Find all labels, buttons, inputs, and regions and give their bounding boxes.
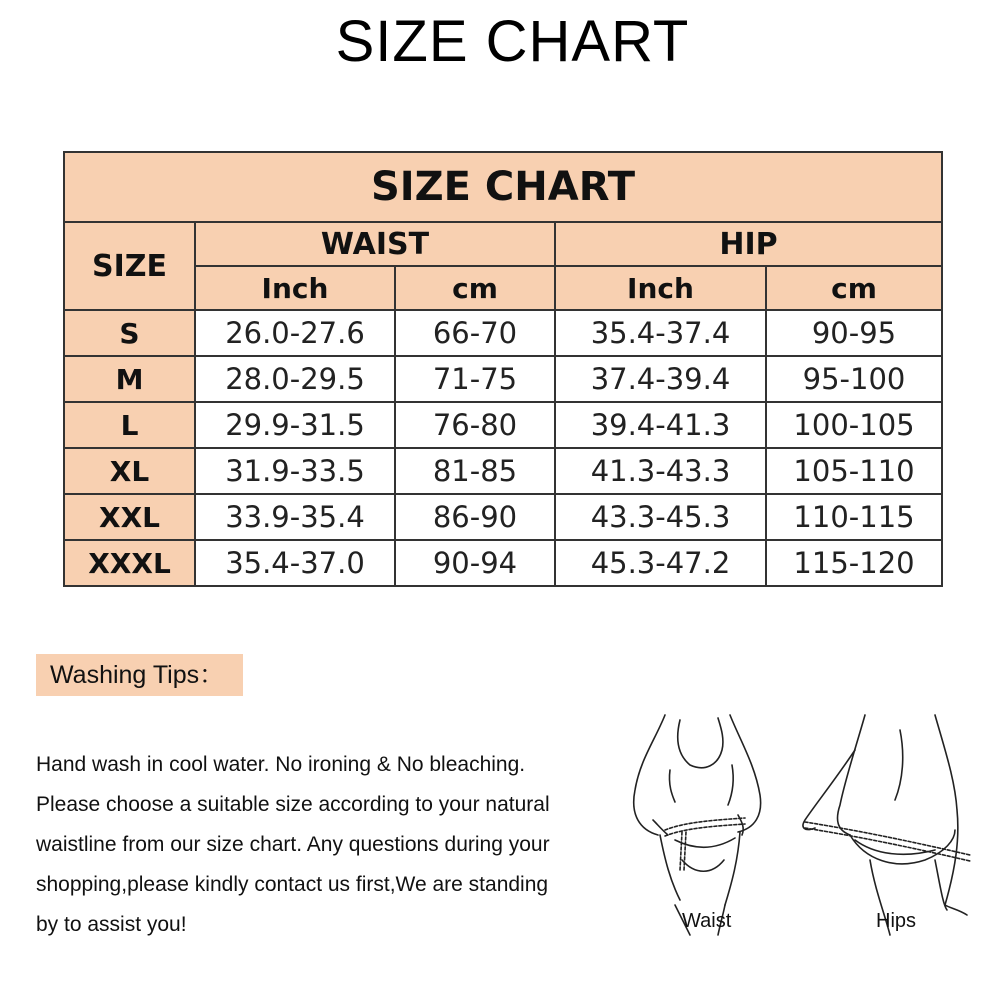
- washing-line: Please choose a suitable size according to your natural: [36, 793, 550, 816]
- size-cell: XXXL: [64, 540, 195, 586]
- waist-inch-cell: 26.0-27.6: [195, 310, 395, 356]
- waist-cm-cell: 81-85: [395, 448, 555, 494]
- washing-line: Hand wash in cool water. No ironing & No bleaching.: [36, 753, 526, 776]
- hip-inch-cell: 37.4-39.4: [555, 356, 766, 402]
- hip-inch-cell: 35.4-37.4: [555, 310, 766, 356]
- waist-figure-icon: [634, 715, 761, 935]
- waist-inch-cell: 33.9-35.4: [195, 494, 395, 540]
- waist-cm-cell: 66-70: [395, 310, 555, 356]
- hip-cm-cell: 115-120: [766, 540, 942, 586]
- hip-cm-cell: 105-110: [766, 448, 942, 494]
- hip-inch-header: Inch: [555, 266, 766, 310]
- size-cell: XL: [64, 448, 195, 494]
- waist-inch-cell: 28.0-29.5: [195, 356, 395, 402]
- washing-line: shopping,please kindly contact us first,We are standing: [36, 873, 549, 896]
- hip-inch-cell: 45.3-47.2: [555, 540, 766, 586]
- waist-inch-header: Inch: [195, 266, 395, 310]
- waist-cm-cell: 90-94: [395, 540, 555, 586]
- waist-cm-cell: 76-80: [395, 402, 555, 448]
- size-cell: XXL: [64, 494, 195, 540]
- waist-inch-cell: 31.9-33.5: [195, 448, 395, 494]
- hips-figure-icon: [803, 715, 970, 935]
- washing-tips-label: Washing Tips：: [36, 654, 243, 696]
- size-cell: M: [64, 356, 195, 402]
- hip-inch-cell: 41.3-43.3: [555, 448, 766, 494]
- hip-cm-cell: 110-115: [766, 494, 942, 540]
- size-cell: S: [64, 310, 195, 356]
- hip-cm-cell: 100-105: [766, 402, 942, 448]
- body-measure-drawing: [620, 710, 990, 940]
- washing-tips-text: [36, 745, 616, 945]
- washing-line: by to assist you!: [36, 913, 187, 936]
- waist-cm-header: cm: [395, 266, 555, 310]
- table-row: [64, 448, 942, 494]
- table-row: [64, 402, 942, 448]
- hip-cm-header: cm: [766, 266, 942, 310]
- hip-cm-cell: 95-100: [766, 356, 942, 402]
- table-row: [64, 310, 942, 356]
- table-title: SIZE CHART: [64, 152, 942, 222]
- table-row: [64, 540, 942, 586]
- hip-inch-cell: 39.4-41.3: [555, 402, 766, 448]
- measurement-illustration: [620, 710, 990, 940]
- page-title: SIZE CHART: [335, 9, 690, 74]
- waist-caption: Waist: [682, 910, 732, 932]
- washing-line: waistline from our size chart. Any questions during your: [36, 833, 550, 856]
- waist-header: WAIST: [195, 222, 555, 266]
- table-row: [64, 494, 942, 540]
- waist-inch-cell: 29.9-31.5: [195, 402, 395, 448]
- size-cell: L: [64, 402, 195, 448]
- waist-inch-cell: 35.4-37.0: [195, 540, 395, 586]
- waist-cm-cell: 71-75: [395, 356, 555, 402]
- size-chart-table: [63, 151, 943, 587]
- hip-cm-cell: 90-95: [766, 310, 942, 356]
- waist-cm-cell: 86-90: [395, 494, 555, 540]
- table-row: [64, 356, 942, 402]
- hips-caption: Hips: [876, 910, 917, 932]
- hip-header: HIP: [555, 222, 942, 266]
- hip-inch-cell: 43.3-45.3: [555, 494, 766, 540]
- size-column-header: SIZE: [64, 222, 195, 310]
